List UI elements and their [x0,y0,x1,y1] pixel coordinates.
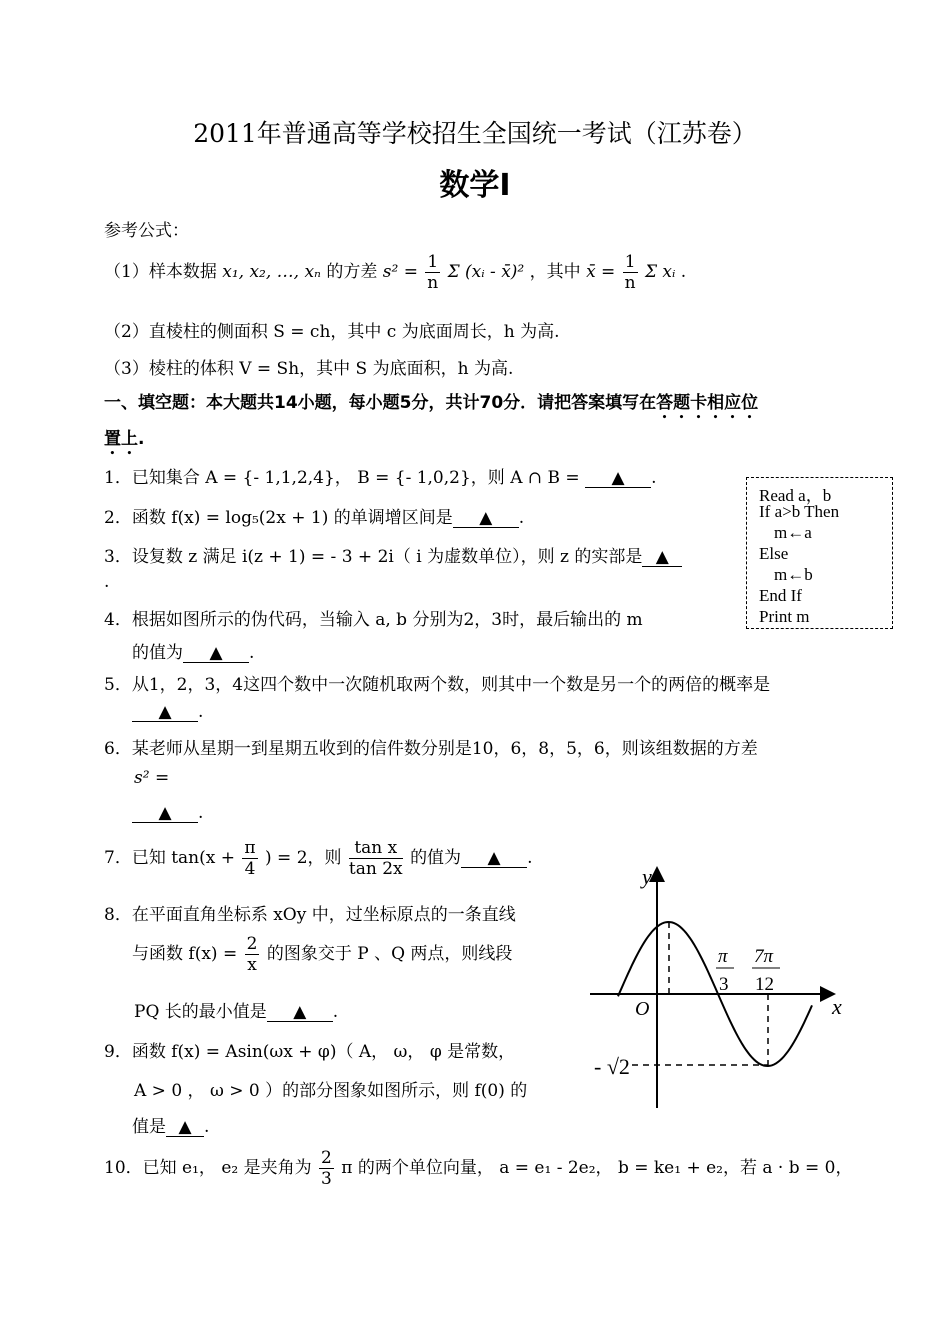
answer-blank-4[interactable]: ▲ [183,644,249,663]
question-9-end: . [204,1117,210,1137]
question-2-text: 2．函数 f(x) = log₅(2x + 1) 的单调增区间是 [104,508,453,528]
question-8-line2b: 的图象交于 P 、Q 两点，则线段 [266,944,513,964]
question-9-line2: A > 0 ， ω > 0 ）的部分图象如图所示，则 f(0) 的 [134,1081,528,1101]
mean-sum: Σ xᵢ [644,262,676,282]
question-7 [104,838,532,879]
q7-frac2-den: tan 2x [348,859,403,879]
question-1-end: . [651,468,657,488]
question-10-prefix: 10．已知 e₁， e₂ 是夹角为 [104,1158,312,1178]
tick-pi-3-num: π [718,946,728,967]
question-5-line2 [132,702,203,722]
question-4-end: . [249,643,255,663]
variance-sum: Σ (xᵢ - x̄)² [447,262,525,282]
section-heading [104,388,758,423]
section-heading-text: 一、填空题：本大题共14小题，每小题5分，共计70分．请把答案填写在 [104,393,657,413]
frac-num-mean: 1 [624,252,636,272]
question-7-end: . [527,848,533,868]
formula-1-prefix: （1）样本数据 [104,262,217,282]
q7-fraction-tan [349,838,403,879]
variance-lhs: s² = [382,262,418,282]
question-7-prefix: 7．已知 tan(x + [104,848,241,868]
question-7-mid: ) = 2，则 [265,848,342,868]
question-3 [104,542,682,567]
q7-frac2-num: tan x [349,838,403,859]
sine-graph [580,862,850,1112]
answer-blank-5[interactable]: ▲ [132,703,198,722]
question-5: 5．从1，2，3，4这四个数中一次随机取两个数，则其中一个数是另一个的两倍的概率是 [104,675,771,695]
question-6-line3 [132,803,203,823]
question-2-end: . [518,508,525,528]
answer-blank-1[interactable]: ▲ [585,469,651,488]
section-heading-emph-line1: 答题卡相应位 [656,393,759,413]
answer-blank-7[interactable]: ▲ [461,849,527,868]
pseudocode-line-1: Read a，b [759,486,832,505]
pseudocode-line-4: Else [759,544,789,563]
frac-den: n [427,273,439,293]
question-8-line2 [132,934,512,975]
pseudocode-line-5: m←b [774,565,813,584]
question-3-end: . [104,572,110,592]
fraction-1-over-n [425,252,440,293]
question-6-variance: s² = [134,768,170,788]
answer-blank-9[interactable]: ▲ [166,1118,204,1137]
fraction-1-over-n-mean [623,252,638,293]
y-axis-label: y [642,864,652,889]
question-4: 4．根据如图所示的伪代码，当输入 a, b 分别为2，3时，最后输出的 m [104,610,643,630]
question-4-line2 [132,638,254,663]
formula-1-mid: 的方差 [326,262,378,282]
page-subtitle: 数学Ⅰ [439,168,511,203]
question-7-suffix: 的值为 [410,848,462,868]
question-10-mid: π 的两个单位向量， a = e₁ - 2e₂， b = ke₁ + e₂，若 a · b = 0， [341,1158,853,1178]
formula-lateral-area: （2）直棱柱的侧面积 S = ch，其中 c 为底面周长，h 为高. [104,322,560,342]
question-8-line2a: 与函数 f(x) = [132,944,243,964]
q8-fraction [245,934,260,975]
question-1 [104,463,656,488]
formula-1-end: . [680,262,687,282]
question-5-end: . [198,702,204,722]
question-3-text: 3．设复数 z 满足 i(z + 1) = - 3 + 2i（ i 为虚数单位），则 z 的实部是 [104,547,643,567]
answer-blank-8[interactable]: ▲ [267,1003,333,1022]
section-heading-cont [104,424,144,459]
question-10 [104,1148,852,1189]
tick-7pi-12-num: 7π [754,946,774,967]
frac-den-mean: n [624,273,636,293]
x-axis-label: x [832,994,842,1019]
formula-variance [104,252,686,293]
q7-frac-num: π [244,838,256,858]
formulas-heading: 参考公式： [104,221,189,241]
mean-lhs: x̄ = [586,262,616,282]
q8-frac-num: 2 [246,934,258,954]
pseudocode-line-6: End If [759,586,802,605]
formula-1-sep: ，其中 [529,262,581,282]
q8-frac-den: x [247,955,257,975]
q7-fraction-pi-4 [242,838,257,879]
tick-pi-3-den: 3 [719,974,729,995]
question-6: 6．某老师从星期一到星期五收到的信件数分别是10，6，8，5，6，则该组数据的方差 [104,739,758,759]
pseudocode-line-7: Print m [759,607,810,626]
page-title: 2011年普通高等学校招生全国统一考试（江苏卷） [193,119,757,148]
question-6-line2 [134,768,169,788]
question-9-line3 [132,1112,209,1137]
question-1-text: 1．已知集合 A = {- 1,1,2,4}， B = {- 1,0,2}，则 A ∩ B = [104,468,586,488]
formula-volume: （3）棱柱的体积 V = Sh，其中 S 为底面积，h 为高. [104,359,514,379]
pseudocode-line-3: m←a [774,523,812,542]
section-heading-emph-line2: 置上 [104,429,138,449]
question-9: 9．函数 f(x) = Asin(ωx + φ)（ A， ω， φ 是常数， [104,1042,516,1062]
question-8-text: PQ 长的最小值是 [134,1002,267,1022]
formula-1-data: x₁, x₂, …, xₙ [222,262,321,282]
question-8-end: . [332,1002,339,1022]
min-value-label: - √2 [594,1054,630,1079]
question-8: 8．在平面直角坐标系 xOy 中，过坐标原点的一条直线 [104,905,516,925]
frac-num: 1 [427,252,439,272]
answer-blank-2[interactable]: ▲ [453,509,519,528]
question-6-end: . [198,803,204,823]
answer-blank-3[interactable]: ▲ [642,548,682,567]
q10-frac-den: 3 [321,1169,332,1189]
question-4-text: 的值为 [132,643,183,663]
pseudocode-line-2: If a>b Then [759,502,840,521]
origin-label: O [635,998,650,1020]
pseudocode-box [746,477,893,629]
question-8-line3 [134,997,338,1022]
question-9-text: 值是 [132,1117,166,1137]
question-2 [104,503,524,528]
section-heading-end: . [138,429,145,449]
q7-frac-den: 4 [244,859,256,879]
q10-fraction [319,1148,334,1189]
tick-7pi-12-den: 12 [755,974,774,995]
answer-blank-6[interactable]: ▲ [132,804,198,823]
q10-frac-num: 2 [321,1148,332,1168]
